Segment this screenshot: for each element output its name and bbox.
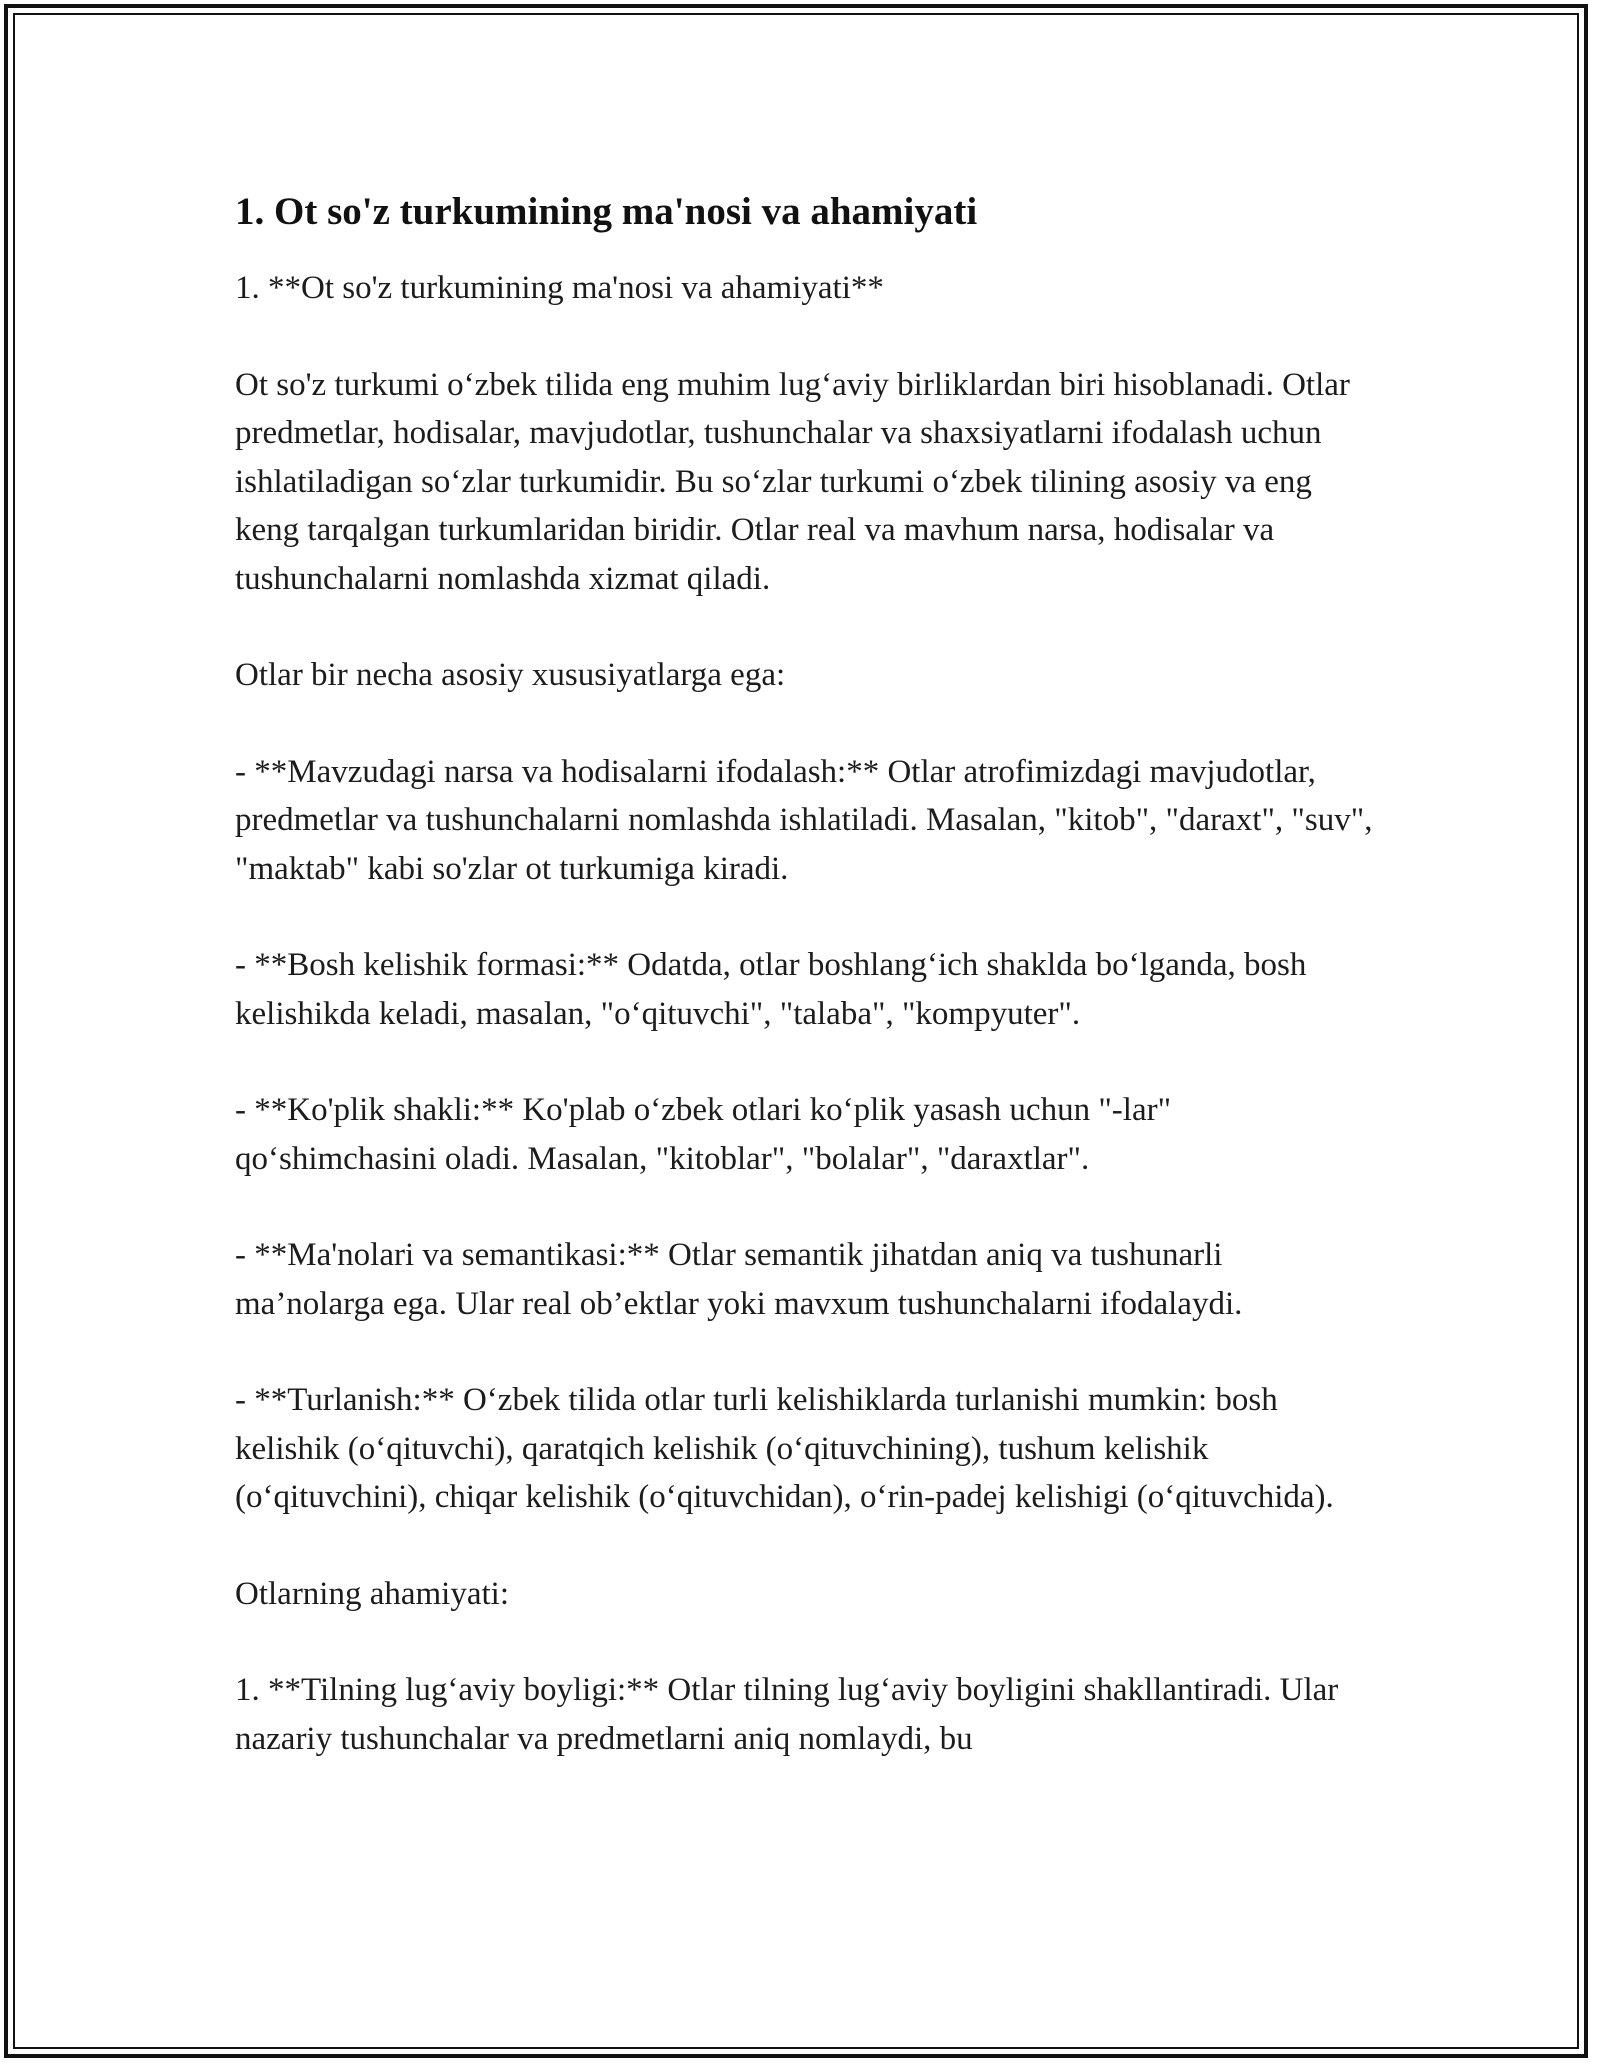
- section-heading: 1. Ot so'z turkumining ma'nosi va ahamiyati: [235, 190, 978, 233]
- list-item-feature-declension: - **Turlanish:** O‘zbek tilida otlar turli kelishiklarda turlanishi mumkin: bosh kelishik (o‘qituvchi), qaratqich kelishik (o‘qituvchining), tushum kelishik (o‘qituvchini), chiqar kelishik (o‘qituvchidan), o‘rin-padej kelishigi (o‘qituvchida).: [235, 1382, 1334, 1515]
- list-item-feature-meaning: - **Mavzudagi narsa va hodisalarni ifodalash:** Otlar atrofimizdagi mavjudotlar, predmetlar va tushunchalarni nomlashda ishlatiladi. Masalan, "kitob", "daraxt", "suv", "maktab" kabi so'zlar ot turkumiga kiradi.: [235, 753, 1373, 887]
- list-item-importance-lexical: 1. **Tilning lug‘aviy boyligi:** Otlar tilning lug‘aviy boyligini shakllantiradi. Ular nazariy tushunchalar va predmetlarni aniq nomlaydi, bu: [235, 1672, 1339, 1757]
- list-item-feature-plural: - **Ko'plik shakli:** Ko'plab o‘zbek otlari ko‘plik yasash uchun "-lar" qo‘shimchasini oladi. Masalan, "kitoblar", "bolalar", "daraxtlar".: [235, 1092, 1172, 1177]
- document-body: [235, 186, 1375, 1811]
- paragraph-importance-lead: Otlarning ahamiyati:: [235, 1575, 510, 1612]
- paragraph-intro: Ot so'z turkumi o‘zbek tilida eng muhim lug‘aviy birliklardan biri hisoblanadi. Otlar predmetlar, hodisalar, mavjudotlar, tushunchalar va shaxsiyatlarni ifodalash uchun ishlatiladigan so‘zlar turkumidir. Bu so‘zlar turkumi o‘zbek tilining asosiy va eng keng tarqalgan turkumlaridan biridir. Otlar real va mavhum narsa, hodisalar va tushunchalarni nomlashda xizmat qiladi.: [235, 366, 1350, 597]
- paragraph-features-lead: Otlar bir necha asosiy xususiyatlarga ega:: [235, 657, 786, 693]
- list-item-feature-semantics: - **Ma'nolari va semantikasi:** Otlar semantik jihatdan aniq va tushunarli ma’nolarga ega. Ular real ob’ektlar yoki mavxum tushunchalarni ifodalaydi.: [235, 1237, 1243, 1322]
- list-item-feature-nominative: - **Bosh kelishik formasi:** Odatda, otlar boshlang‘ich shaklda bo‘lganda, bosh kelishikda keladi, masalan, "o‘qituvchi", "talaba", "kompyuter".: [235, 947, 1307, 1032]
- paragraph-title-repeat: 1. **Ot so'z turkumining ma'nosi va ahamiyati**: [235, 270, 884, 306]
